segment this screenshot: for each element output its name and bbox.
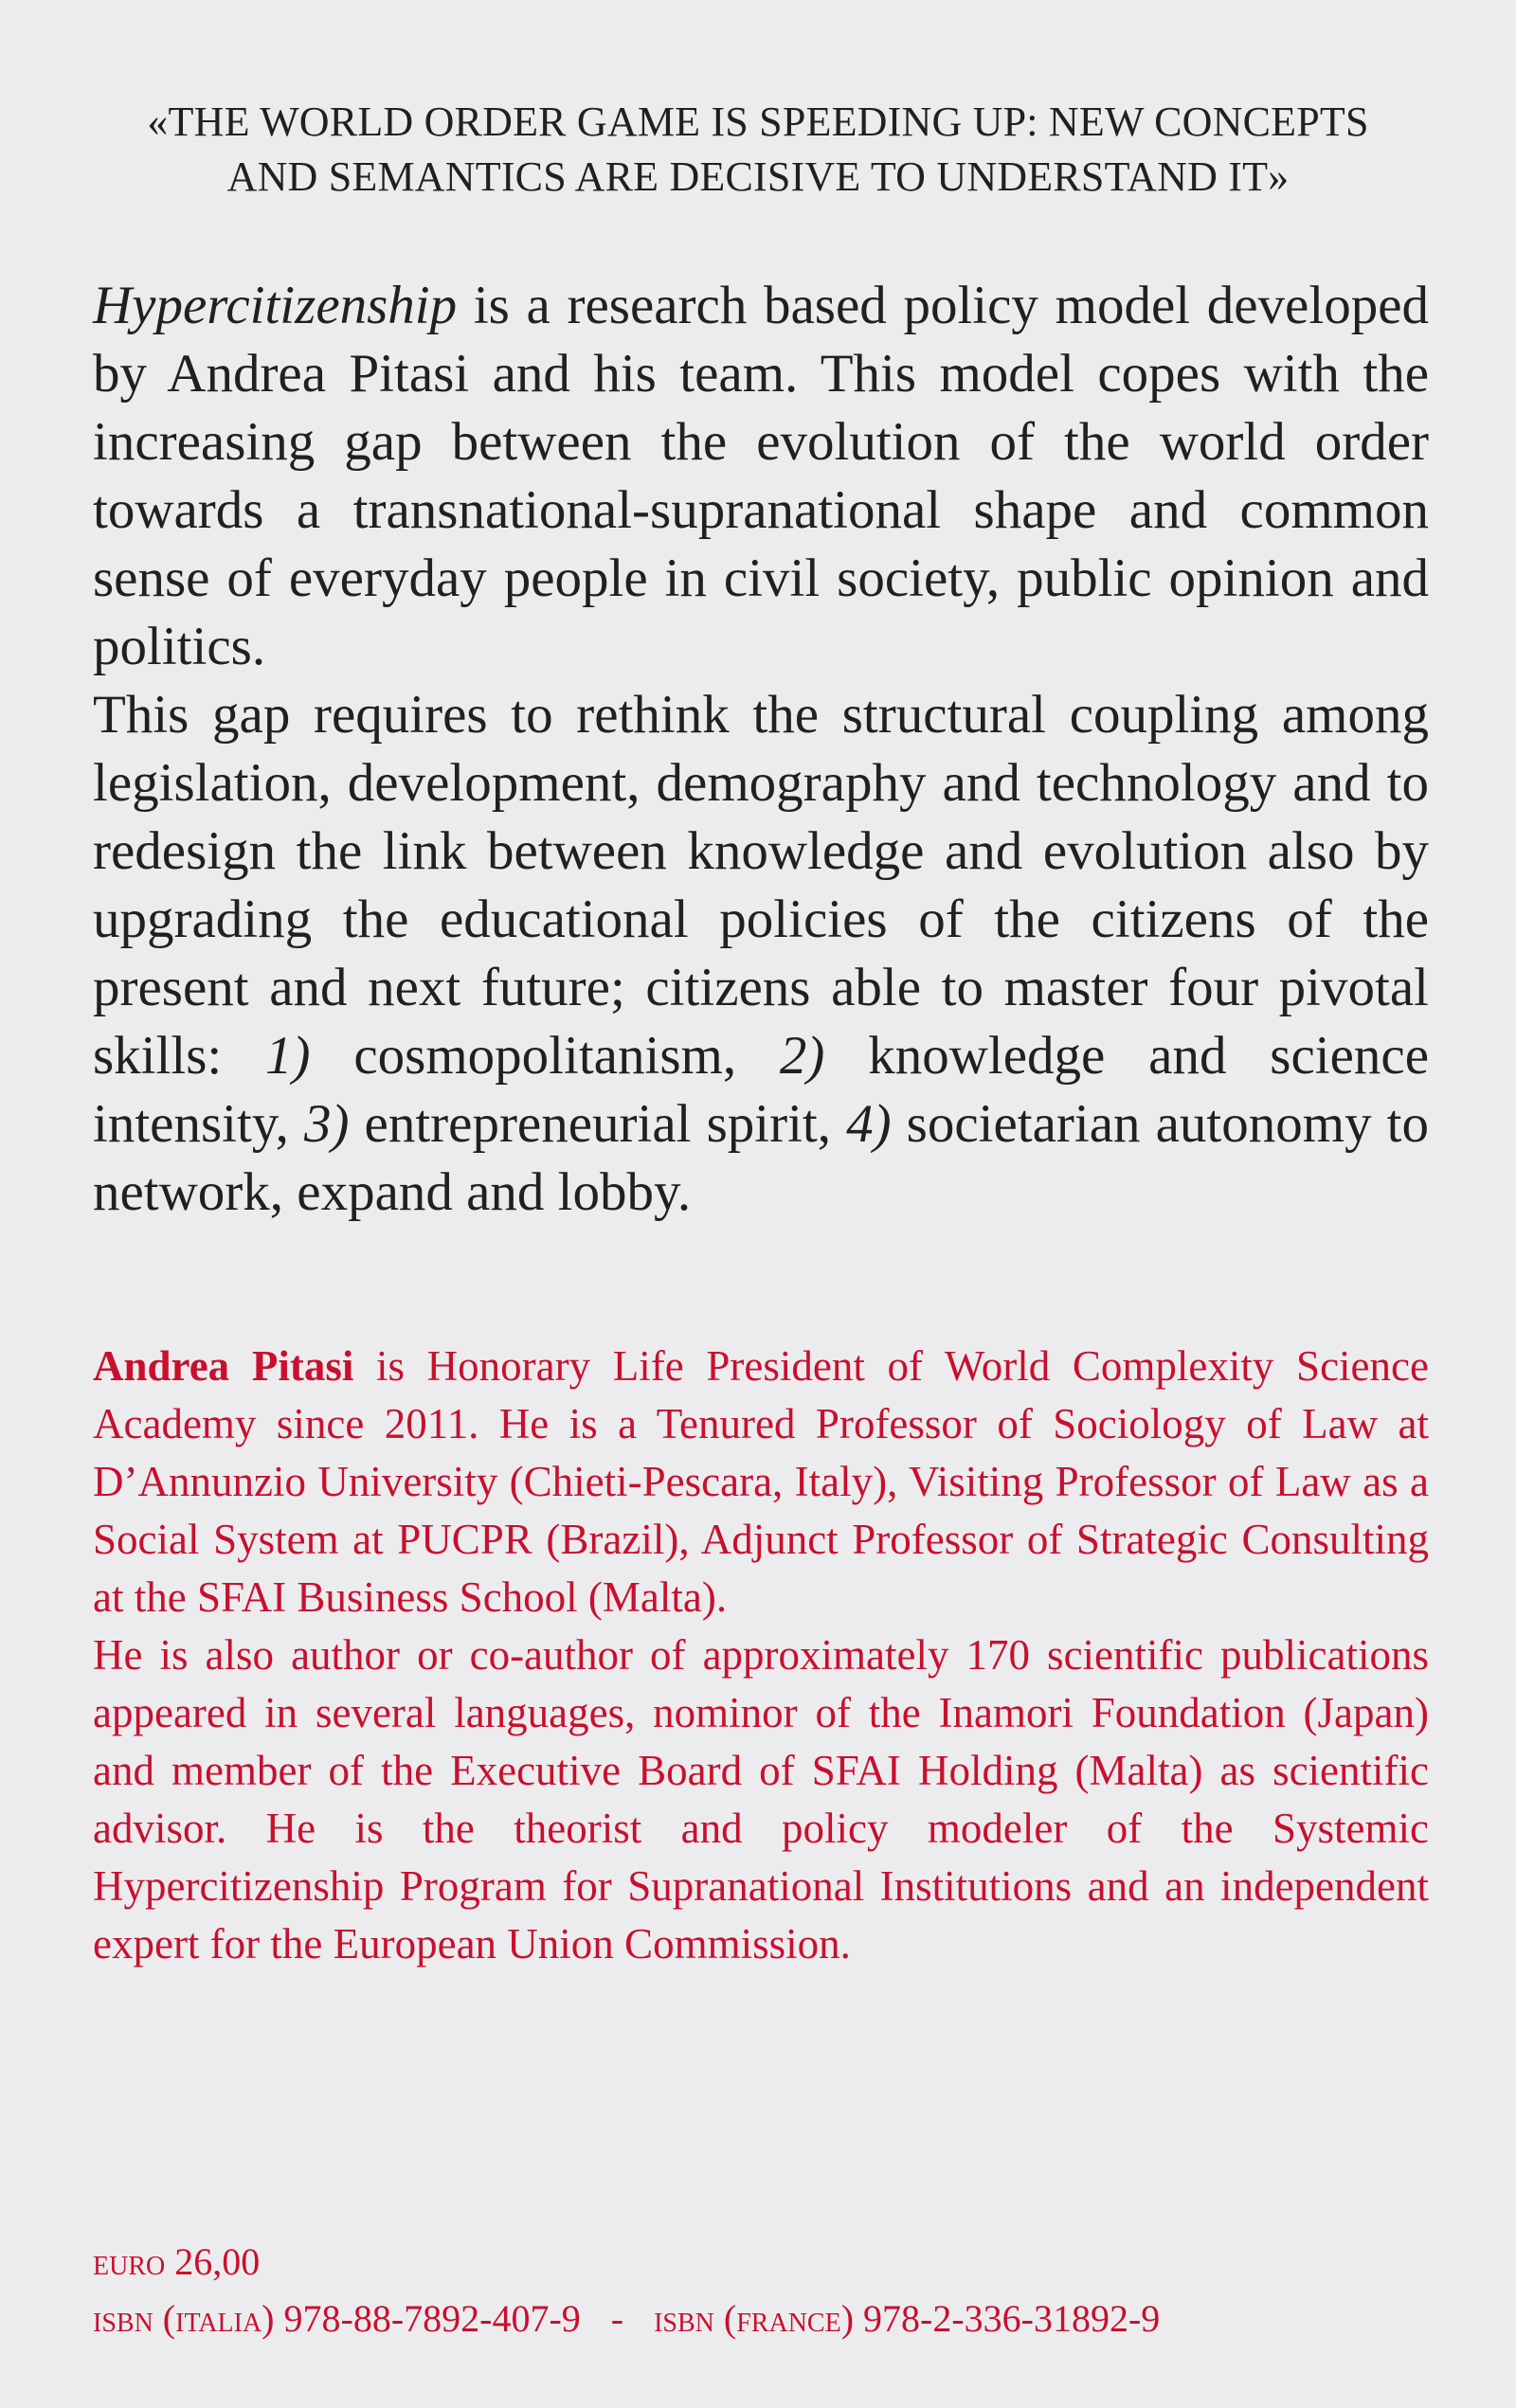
skill-2-text: knowledge and science intensity, [93, 1026, 1429, 1154]
price-currency: euro [93, 2240, 166, 2283]
skill-3-text: entrepreneurial spirit, [349, 1094, 847, 1154]
skill-1-number: 1) [265, 1026, 311, 1086]
bio-paragraph-2: He is also author or co-author of approximately 170 scientific publications appeared in several languages, nominor of the Inamori Foundation (Japan) and member of the Executive Board of SFAI Holding (Malta) as scientific advisor. He is the theorist and policy modeler of the Systemic Hypercitizenship Program for Supranational Institutions and an independent expert for the European Union Commission. [93, 1631, 1429, 1968]
isbn-number-italia: 978-88-7892-407-9 [283, 2297, 581, 2340]
skill-3-number: 3) [303, 1094, 350, 1154]
blurb-p2-intro: This gap requires to rethink the structural coupling among legislation, development, demography and technology and to redesign the link between knowledge and evolution also by upgrading the educational policies of the citizens of the present and next future; citizens able to master four pivotal skills: [93, 685, 1429, 1086]
bio-p1-text: is Honorary Life President of World Complexity Science Academy since 2011. He is a Tenured Professor of Sociology of Law at D’Annunzio University (Chieti-Pescara, Italy), Visiting Professor of Law as a Social System at PUCPR (Brazil), Adjunct Professor of Strategic Consulting at the SFAI Business School (Malta). [93, 1342, 1429, 1621]
skill-2-number: 2) [779, 1026, 825, 1086]
isbn-country-italia: (italia) [162, 2297, 275, 2340]
blurb-term: Hypercitizenship [93, 276, 458, 335]
isbn-line [93, 2291, 1438, 2347]
isbn-label-france: isbn [654, 2297, 714, 2340]
isbn-label-italia: isbn [93, 2297, 153, 2340]
isbn-number-france: 978-2-336-31892-9 [863, 2297, 1161, 2340]
blurb-paragraph-2 [93, 681, 1429, 1227]
price-amount: 26,00 [174, 2240, 261, 2283]
headline-line-2: AND SEMANTICS ARE DECISIVE TO UNDERSTAND IT» [226, 153, 1290, 200]
skill-4-text: societarian autonomy to network, expand and lobby. [93, 1094, 1429, 1222]
skill-1-text: cosmopolitanism, [310, 1026, 780, 1086]
isbn-separator: - [610, 2297, 624, 2340]
blurb-paragraph-1 [93, 272, 1429, 681]
price-line [93, 2234, 1438, 2291]
skill-4-number: 4) [846, 1094, 892, 1154]
book-blurb [93, 272, 1429, 1227]
bio-paragraph-1 [93, 1338, 1429, 1626]
headline-line-1: «THE WORLD ORDER GAME IS SPEEDING UP: NEW CONCEPTS [147, 99, 1369, 145]
headline-quote [85, 95, 1431, 205]
author-bio [93, 1338, 1429, 1973]
blurb-p1-text: is a research based policy model developed by Andrea Pitasi and his team. This model copes with the increasing gap between the evolution of the world order towards a transnational-supranational shape and common sense of everyday people in civil society, public opinion and politics. [93, 276, 1429, 676]
price-and-isbn [93, 2234, 1438, 2347]
isbn-country-france: (france) [723, 2297, 855, 2340]
author-name: Andrea Pitasi [93, 1342, 354, 1390]
